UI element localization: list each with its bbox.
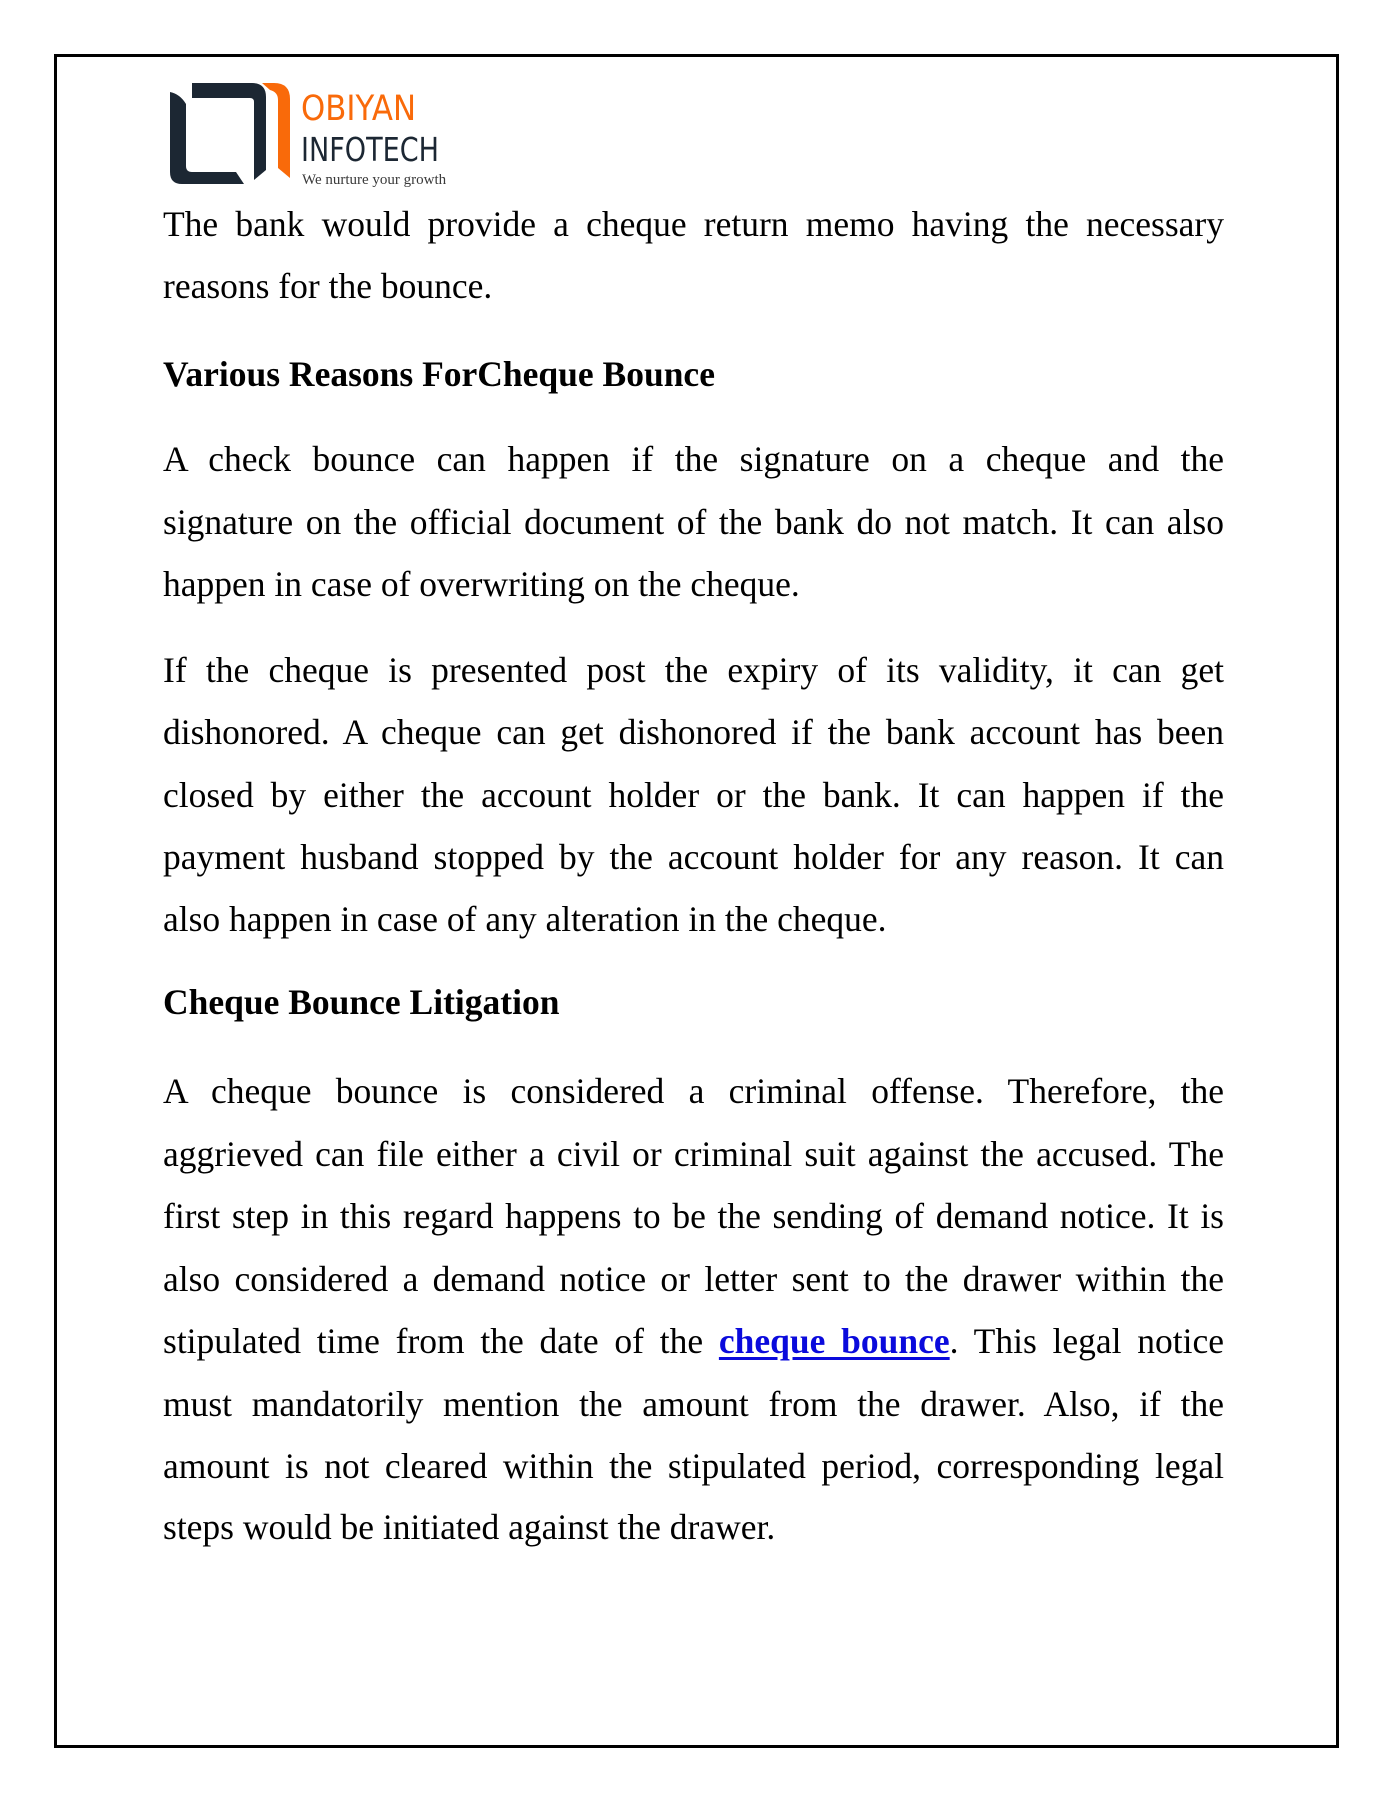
logo-name: OBIYAN: [301, 89, 416, 129]
paragraph-line: must mandatorily mention the amount from the drawer. Also, if the: [163, 1384, 1224, 1424]
logo-tagline: We nurture your growth: [302, 172, 447, 188]
logo-mark-icon: [166, 80, 294, 190]
cheque-bounce-link[interactable]: cheque bounce: [718, 1321, 950, 1361]
logo-subname: INFOTECH: [301, 130, 439, 169]
paragraph-line: A cheque bounce is considered a criminal offense. Therefore, the: [163, 1071, 1224, 1111]
section-heading-litigation: Cheque Bounce Litigation: [163, 982, 560, 1022]
paragraph-line: payment husband stopped by the account holder for any reason. It can: [163, 837, 1224, 877]
section-heading-reasons: Various Reasons ForCheque Bounce: [163, 354, 715, 394]
paragraph-line: aggrieved can file either a civil or criminal suit against the accused. The: [163, 1134, 1224, 1174]
paragraph-line: also happen in case of any alteration in the cheque.: [163, 899, 887, 939]
text-before-link: stipulated time from the date of the: [163, 1321, 719, 1361]
paragraph-line: happen in case of overwriting on the cheque.: [163, 564, 800, 604]
intro-line: The bank would provide a cheque return memo having the necessary: [163, 204, 1224, 244]
paragraph-line-with-link: [163, 1321, 1224, 1361]
paragraph-line: A check bounce can happen if the signature on a cheque and the: [163, 439, 1224, 479]
paragraph-line: signature on the official document of the bank do not match. It can also: [163, 502, 1224, 542]
company-logo: [166, 80, 496, 192]
text-after-link: . This legal notice: [949, 1321, 1225, 1361]
intro-line: reasons for the bounce.: [163, 266, 493, 306]
paragraph-line: amount is not cleared within the stipulated period, corresponding legal: [163, 1446, 1224, 1486]
paragraph-line: If the cheque is presented post the expiry of its validity, it can get: [163, 650, 1224, 690]
paragraph-line: first step in this regard happens to be the sending of demand notice. It is: [163, 1196, 1224, 1236]
paragraph-line: closed by either the account holder or the bank. It can happen if the: [163, 775, 1224, 815]
paragraph-line: steps would be initiated against the drawer.: [163, 1507, 776, 1547]
paragraph-line: dishonored. A cheque can get dishonored if the bank account has been: [163, 712, 1224, 752]
paragraph-line: also considered a demand notice or letter sent to the drawer within the: [163, 1259, 1224, 1299]
